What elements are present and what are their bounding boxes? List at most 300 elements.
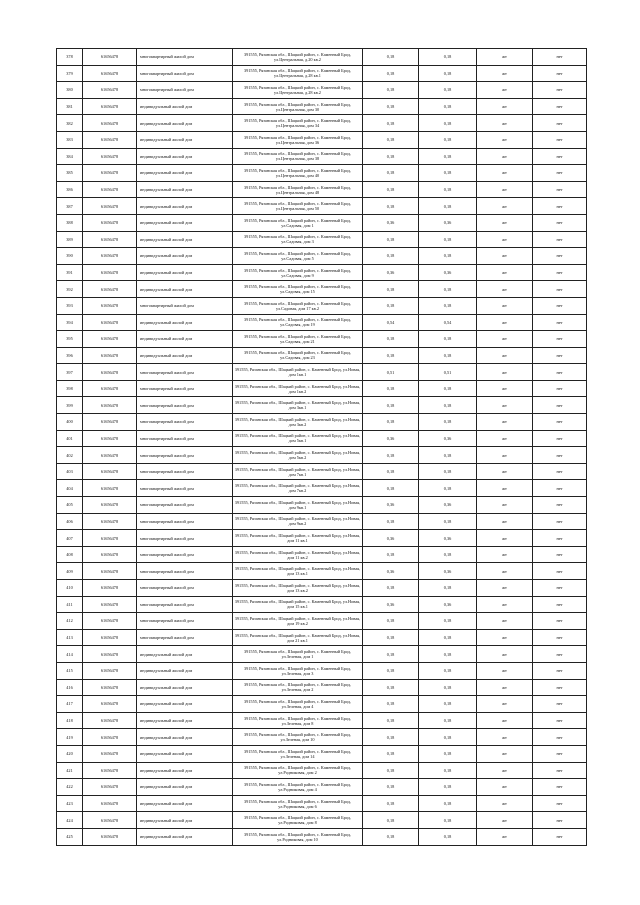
value-1-cell: 0,18 <box>363 580 419 597</box>
value-2-cell: 0,18 <box>419 347 477 364</box>
oktmo-code-cell: 61656478 <box>83 463 137 480</box>
building-type-cell: индивидуальный жилой дом <box>137 165 233 182</box>
flag-2-cell: нет <box>533 148 587 165</box>
flag-2-cell: нет <box>533 497 587 514</box>
building-type-cell: индивидуальный жилой дом <box>137 646 233 663</box>
address-cell: 391555, Рязанская обл., Шацкий район, с. Каменный Брод, ул.Центральная, дом 50 <box>233 198 363 215</box>
flag-1-cell: жт <box>477 131 533 148</box>
value-1-cell: 0,36 <box>363 264 419 281</box>
oktmo-code-cell: 61656478 <box>83 530 137 547</box>
table-row <box>57 231 587 248</box>
value-2-cell: 0,18 <box>419 397 477 414</box>
building-type-cell: многоквартирный жилой дом <box>137 380 233 397</box>
building-type-cell: многоквартирный жилой дом <box>137 563 233 580</box>
flag-1-cell: жт <box>477 629 533 646</box>
building-type-cell: многоквартирный жилой дом <box>137 364 233 381</box>
oktmo-code-cell: 61656478 <box>83 563 137 580</box>
table-row <box>57 297 587 314</box>
oktmo-code-cell: 61656478 <box>83 795 137 812</box>
flag-1-cell: жт <box>477 828 533 845</box>
flag-1-cell: жт <box>477 679 533 696</box>
address-cell: 391555, Рязанская обл., Шацкий район, с. Каменный Брод, ул.Зеленая, дом 1 <box>233 646 363 663</box>
value-1-cell: 0,18 <box>363 131 419 148</box>
oktmo-code-cell: 61656478 <box>83 49 137 66</box>
building-type-cell: многоквартирный жилой дом <box>137 297 233 314</box>
flag-2-cell: нет <box>533 347 587 364</box>
value-2-cell: 0,18 <box>419 762 477 779</box>
address-cell: 391555, Рязанская обл., Шацкий район, с. Каменный Брод, ул.Родниковая, дом 2 <box>233 762 363 779</box>
value-1-cell: 0,18 <box>363 762 419 779</box>
row-number-cell: 418 <box>57 712 83 729</box>
flag-1-cell: жт <box>477 82 533 99</box>
value-1-cell: 0,18 <box>363 98 419 115</box>
flag-2-cell: нет <box>533 131 587 148</box>
flag-2-cell: нет <box>533 297 587 314</box>
building-type-cell: многоквартирный жилой дом <box>137 497 233 514</box>
table-row <box>57 463 587 480</box>
address-cell: 391555, Рязанская обл., Шацкий район, с. Каменный Брод, ул.Центральная, д.20 кв.2 <box>233 49 363 66</box>
row-number-cell: 402 <box>57 447 83 464</box>
row-number-cell: 423 <box>57 795 83 812</box>
flag-2-cell: нет <box>533 49 587 66</box>
oktmo-code-cell: 61656478 <box>83 281 137 298</box>
row-number-cell: 397 <box>57 364 83 381</box>
building-type-cell: многоквартирный жилой дом <box>137 49 233 66</box>
row-number-cell: 413 <box>57 629 83 646</box>
value-1-cell: 0,36 <box>363 214 419 231</box>
value-2-cell: 0,18 <box>419 198 477 215</box>
address-cell: 391555, Рязанская обл., Шацкий район, с. Каменный Брод, ул.Зеленая, дом 14 <box>233 745 363 762</box>
row-number-cell: 398 <box>57 380 83 397</box>
row-number-cell: 401 <box>57 430 83 447</box>
flag-2-cell: нет <box>533 480 587 497</box>
value-1-cell: 0,18 <box>363 729 419 746</box>
address-cell: 391555, Рязанская обл., Шацкий район, с. Каменный Брод, ул.Новая, дом 11 кв.2 <box>233 546 363 563</box>
address-cell: 391555, Рязанская обл., Шацкий район, с. Каменный Брод, ул.Садовая, дом 17 кв.2 <box>233 297 363 314</box>
flag-2-cell: нет <box>533 82 587 99</box>
building-type-cell: индивидуальный жилой дом <box>137 347 233 364</box>
flag-1-cell: жт <box>477 563 533 580</box>
flag-2-cell: нет <box>533 264 587 281</box>
building-type-cell: индивидуальный жилой дом <box>137 762 233 779</box>
building-type-cell: индивидуальный жилой дом <box>137 779 233 796</box>
flag-1-cell: жт <box>477 231 533 248</box>
flag-2-cell: нет <box>533 314 587 331</box>
row-number-cell: 378 <box>57 49 83 66</box>
value-2-cell: 0,18 <box>419 729 477 746</box>
value-2-cell: 0,18 <box>419 414 477 431</box>
flag-1-cell: жт <box>477 297 533 314</box>
oktmo-code-cell: 61656478 <box>83 314 137 331</box>
row-number-cell: 390 <box>57 248 83 265</box>
table-row <box>57 65 587 82</box>
flag-2-cell: нет <box>533 696 587 713</box>
value-2-cell: 0,18 <box>419 65 477 82</box>
oktmo-code-cell: 61656478 <box>83 662 137 679</box>
value-2-cell: 0,18 <box>419 447 477 464</box>
value-1-cell: 0,18 <box>363 513 419 530</box>
flag-1-cell: жт <box>477 414 533 431</box>
building-type-cell: индивидуальный жилой дом <box>137 745 233 762</box>
table-row <box>57 513 587 530</box>
flag-2-cell: нет <box>533 447 587 464</box>
address-cell: 391555, Рязанская обл., Шацкий район, с. Каменный Брод, ул.Садовая, дом 23 <box>233 347 363 364</box>
oktmo-code-cell: 61656478 <box>83 165 137 182</box>
building-type-cell: индивидуальный жилой дом <box>137 231 233 248</box>
value-1-cell: 0,18 <box>363 82 419 99</box>
table-row <box>57 696 587 713</box>
row-number-cell: 403 <box>57 463 83 480</box>
table-row <box>57 397 587 414</box>
address-cell: 391555, Рязанская обл., Шацкий район, с. Каменный Брод, ул.Новая, дом 5кв.2 <box>233 447 363 464</box>
building-type-cell: индивидуальный жилой дом <box>137 812 233 829</box>
oktmo-code-cell: 61656478 <box>83 613 137 630</box>
oktmo-code-cell: 61656478 <box>83 131 137 148</box>
table-row <box>57 762 587 779</box>
flag-2-cell: нет <box>533 729 587 746</box>
building-type-cell: индивидуальный жилой дом <box>137 131 233 148</box>
oktmo-code-cell: 61656478 <box>83 347 137 364</box>
row-number-cell: 388 <box>57 214 83 231</box>
value-1-cell: 0,18 <box>363 181 419 198</box>
address-cell: 391555, Рязанская обл., Шацкий район, с. Каменный Брод, ул.Новая, дом 7кв.2 <box>233 480 363 497</box>
flag-1-cell: жт <box>477 497 533 514</box>
flag-2-cell: нет <box>533 646 587 663</box>
flag-2-cell: нет <box>533 745 587 762</box>
flag-2-cell: нет <box>533 198 587 215</box>
value-2-cell: 0,18 <box>419 662 477 679</box>
value-1-cell: 0,18 <box>363 629 419 646</box>
flag-2-cell: нет <box>533 364 587 381</box>
flag-2-cell: нет <box>533 331 587 348</box>
value-2-cell: 0,18 <box>419 513 477 530</box>
table-row <box>57 646 587 663</box>
table-row <box>57 198 587 215</box>
value-2-cell: 0,36 <box>419 264 477 281</box>
row-number-cell: 420 <box>57 745 83 762</box>
table-row <box>57 679 587 696</box>
flag-2-cell: нет <box>533 181 587 198</box>
row-number-cell: 410 <box>57 580 83 597</box>
oktmo-code-cell: 61656478 <box>83 679 137 696</box>
table-row <box>57 629 587 646</box>
address-cell: 391555, Рязанская обл., Шацкий район, с. Каменный Брод, ул.Новая, дом 9кв.1 <box>233 497 363 514</box>
housing-register-table <box>56 48 587 846</box>
address-cell: 391555, Рязанская обл., Шацкий район, с. Каменный Брод, ул.Родниковая, дом 6 <box>233 795 363 812</box>
address-cell: 391555, Рязанская обл., Шацкий район, с. Каменный Брод, ул.Садовая, дом 5 <box>233 248 363 265</box>
address-cell: 391555, Рязанская обл., Шацкий район, с. Каменный Брод, ул.Новая, дом 1кв.1 <box>233 364 363 381</box>
row-number-cell: 385 <box>57 165 83 182</box>
oktmo-code-cell: 61656478 <box>83 198 137 215</box>
oktmo-code-cell: 61656478 <box>83 480 137 497</box>
flag-2-cell: нет <box>533 613 587 630</box>
flag-1-cell: жт <box>477 447 533 464</box>
building-type-cell: индивидуальный жилой дом <box>137 248 233 265</box>
oktmo-code-cell: 61656478 <box>83 82 137 99</box>
value-1-cell: 0,36 <box>363 530 419 547</box>
flag-1-cell: жт <box>477 314 533 331</box>
table-row <box>57 729 587 746</box>
value-1-cell: 0,18 <box>363 198 419 215</box>
value-2-cell: 0,18 <box>419 646 477 663</box>
address-cell: 391555, Рязанская обл., Шацкий район, с. Каменный Брод, ул.Центральная, дом 48 <box>233 181 363 198</box>
building-type-cell: индивидуальный жилой дом <box>137 281 233 298</box>
value-2-cell: 0,18 <box>419 281 477 298</box>
flag-2-cell: нет <box>533 779 587 796</box>
row-number-cell: 424 <box>57 812 83 829</box>
table-row <box>57 414 587 431</box>
oktmo-code-cell: 61656478 <box>83 65 137 82</box>
address-cell: 391555, Рязанская обл., Шацкий район, с. Каменный Брод, ул.Садовая, дом 1 <box>233 214 363 231</box>
building-type-cell: индивидуальный жилой дом <box>137 148 233 165</box>
flag-2-cell: нет <box>533 546 587 563</box>
table-row <box>57 546 587 563</box>
flag-1-cell: жт <box>477 745 533 762</box>
value-2-cell: 0,36 <box>419 596 477 613</box>
oktmo-code-cell: 61656478 <box>83 115 137 132</box>
value-2-cell: 0,18 <box>419 613 477 630</box>
table-row <box>57 828 587 845</box>
building-type-cell: индивидуальный жилой дом <box>137 696 233 713</box>
flag-1-cell: жт <box>477 165 533 182</box>
building-type-cell: индивидуальный жилой дом <box>137 679 233 696</box>
address-cell: 391555, Рязанская обл., Шацкий район, с. Каменный Брод, ул.Садовая, дом 3 <box>233 231 363 248</box>
building-type-cell: многоквартирный жилой дом <box>137 580 233 597</box>
address-cell: 391555, Рязанская обл., Шацкий район, с. Каменный Брод, ул.Новая, дом 19 кв.2 <box>233 613 363 630</box>
address-cell: 391555, Рязанская обл., Шацкий район, с. Каменный Брод, ул.Родниковая, дом 4 <box>233 779 363 796</box>
table-row <box>57 115 587 132</box>
value-2-cell: 0,18 <box>419 181 477 198</box>
flag-1-cell: жт <box>477 712 533 729</box>
building-type-cell: многоквартирный жилой дом <box>137 546 233 563</box>
building-type-cell: индивидуальный жилой дом <box>137 795 233 812</box>
table-row <box>57 148 587 165</box>
building-type-cell: многоквартирный жилой дом <box>137 447 233 464</box>
value-1-cell: 0,18 <box>363 397 419 414</box>
flag-2-cell: нет <box>533 662 587 679</box>
value-2-cell: 0,36 <box>419 530 477 547</box>
flag-2-cell: нет <box>533 98 587 115</box>
value-2-cell: 0,18 <box>419 546 477 563</box>
value-2-cell: 0,18 <box>419 297 477 314</box>
flag-1-cell: жт <box>477 613 533 630</box>
building-type-cell: индивидуальный жилой дом <box>137 828 233 845</box>
value-2-cell: 0,18 <box>419 679 477 696</box>
building-type-cell: индивидуальный жилой дом <box>137 712 233 729</box>
value-1-cell: 0,18 <box>363 779 419 796</box>
value-2-cell: 0,36 <box>419 563 477 580</box>
flag-2-cell: нет <box>533 414 587 431</box>
address-cell: 391555, Рязанская обл., Шацкий район, с. Каменный Брод, ул.Зеленая, дом 2 <box>233 679 363 696</box>
value-2-cell: 0,51 <box>419 364 477 381</box>
oktmo-code-cell: 61656478 <box>83 497 137 514</box>
building-type-cell: индивидуальный жилой дом <box>137 115 233 132</box>
building-type-cell: индивидуальный жилой дом <box>137 331 233 348</box>
oktmo-code-cell: 61656478 <box>83 447 137 464</box>
flag-2-cell: нет <box>533 380 587 397</box>
table-row <box>57 214 587 231</box>
table-row <box>57 347 587 364</box>
address-cell: 391555, Рязанская обл., Шацкий район, с. Каменный Брод, ул.Садовая, дом 19 <box>233 314 363 331</box>
value-1-cell: 0,18 <box>363 679 419 696</box>
value-2-cell: 0,18 <box>419 248 477 265</box>
value-2-cell: 0,18 <box>419 49 477 66</box>
address-cell: 391555, Рязанская обл., Шацкий район, с. Каменный Брод, ул.Родниковая, дом 8 <box>233 812 363 829</box>
table-body <box>57 49 587 846</box>
oktmo-code-cell: 61656478 <box>83 414 137 431</box>
flag-2-cell: нет <box>533 165 587 182</box>
flag-1-cell: жт <box>477 98 533 115</box>
flag-2-cell: нет <box>533 596 587 613</box>
value-1-cell: 0,36 <box>363 497 419 514</box>
flag-2-cell: нет <box>533 762 587 779</box>
value-2-cell: 0,18 <box>419 115 477 132</box>
oktmo-code-cell: 61656478 <box>83 331 137 348</box>
value-1-cell: 0,18 <box>363 380 419 397</box>
address-cell: 391555, Рязанская обл., Шацкий район, с. Каменный Брод, ул.Центральная, дом 40 <box>233 165 363 182</box>
oktmo-code-cell: 61656478 <box>83 214 137 231</box>
row-number-cell: 389 <box>57 231 83 248</box>
flag-2-cell: нет <box>533 513 587 530</box>
value-2-cell: 0,18 <box>419 795 477 812</box>
address-cell: 391555, Рязанская обл., Шацкий район, с. Каменный Брод, ул.Центральная, дом 36 <box>233 131 363 148</box>
row-number-cell: 405 <box>57 497 83 514</box>
table-row <box>57 497 587 514</box>
flag-1-cell: жт <box>477 347 533 364</box>
flag-2-cell: нет <box>533 712 587 729</box>
table-row <box>57 281 587 298</box>
oktmo-code-cell: 61656478 <box>83 148 137 165</box>
address-cell: 391555, Рязанская обл., Шацкий район, с. Каменный Брод, ул.Садовая, дом 9 <box>233 264 363 281</box>
oktmo-code-cell: 61656478 <box>83 546 137 563</box>
value-2-cell: 0,18 <box>419 148 477 165</box>
oktmo-code-cell: 61656478 <box>83 98 137 115</box>
row-number-cell: 393 <box>57 297 83 314</box>
value-2-cell: 0,18 <box>419 629 477 646</box>
row-number-cell: 396 <box>57 347 83 364</box>
value-1-cell: 0,18 <box>363 297 419 314</box>
flag-1-cell: жт <box>477 364 533 381</box>
address-cell: 391555, Рязанская обл., Шацкий район, с. Каменный Брод, ул.Новая, дом 21 кв.1 <box>233 629 363 646</box>
table-row <box>57 779 587 796</box>
table-row <box>57 447 587 464</box>
building-type-cell: индивидуальный жилой дом <box>137 214 233 231</box>
address-cell: 391555, Рязанская обл., Шацкий район, с. Каменный Брод, ул.Садовая, дом 15 <box>233 281 363 298</box>
flag-1-cell: жт <box>477 181 533 198</box>
value-2-cell: 0,18 <box>419 463 477 480</box>
building-type-cell: индивидуальный жилой дом <box>137 181 233 198</box>
building-type-cell: многоквартирный жилой дом <box>137 513 233 530</box>
value-2-cell: 0,18 <box>419 82 477 99</box>
table-row <box>57 331 587 348</box>
building-type-cell: многоквартирный жилой дом <box>137 629 233 646</box>
table-row <box>57 181 587 198</box>
flag-1-cell: жт <box>477 198 533 215</box>
value-2-cell: 0,18 <box>419 828 477 845</box>
building-type-cell: многоквартирный жилой дом <box>137 530 233 547</box>
row-number-cell: 384 <box>57 148 83 165</box>
value-2-cell: 0,18 <box>419 98 477 115</box>
flag-1-cell: жт <box>477 513 533 530</box>
oktmo-code-cell: 61656478 <box>83 762 137 779</box>
table-row <box>57 745 587 762</box>
flag-1-cell: жт <box>477 646 533 663</box>
value-1-cell: 0,18 <box>363 248 419 265</box>
table-row <box>57 380 587 397</box>
value-2-cell: 0,36 <box>419 497 477 514</box>
table-row <box>57 480 587 497</box>
row-number-cell: 416 <box>57 679 83 696</box>
flag-1-cell: жт <box>477 762 533 779</box>
table-row <box>57 264 587 281</box>
table-row <box>57 165 587 182</box>
address-cell: 391555, Рязанская обл., Шацкий район, с. Каменный Брод, ул.Новая, дом 5кв.1 <box>233 430 363 447</box>
row-number-cell: 417 <box>57 696 83 713</box>
row-number-cell: 414 <box>57 646 83 663</box>
address-cell: 391555, Рязанская обл., Шацкий район, с. Каменный Брод, ул.Садовая, дом 21 <box>233 331 363 348</box>
address-cell: 391555, Рязанская обл., Шацкий район, с. Каменный Брод, ул.Новая, дом 9кв.2 <box>233 513 363 530</box>
row-number-cell: 421 <box>57 762 83 779</box>
value-1-cell: 0,18 <box>363 696 419 713</box>
table-row <box>57 82 587 99</box>
oktmo-code-cell: 61656478 <box>83 380 137 397</box>
value-1-cell: 0,54 <box>363 314 419 331</box>
oktmo-code-cell: 61656478 <box>83 729 137 746</box>
row-number-cell: 383 <box>57 131 83 148</box>
oktmo-code-cell: 61656478 <box>83 513 137 530</box>
address-cell: 391555, Рязанская обл., Шацкий район, с. Каменный Брод, ул.Новая, дом 13 кв.1 <box>233 563 363 580</box>
flag-2-cell: нет <box>533 248 587 265</box>
address-cell: 391555, Рязанская обл., Шацкий район, с. Каменный Брод, ул.Новая, дом 3кв.2 <box>233 414 363 431</box>
row-number-cell: 394 <box>57 314 83 331</box>
address-cell: 391555, Рязанская обл., Шацкий район, с. Каменный Брод, ул.Новая, дом 13 кв.2 <box>233 580 363 597</box>
value-1-cell: 0,18 <box>363 115 419 132</box>
address-cell: 391555, Рязанская обл., Шацкий район, с. Каменный Брод, ул.Центральная, д.28 кв.1 <box>233 65 363 82</box>
row-number-cell: 411 <box>57 596 83 613</box>
building-type-cell: многоквартирный жилой дом <box>137 480 233 497</box>
value-2-cell: 0,54 <box>419 314 477 331</box>
building-type-cell: многоквартирный жилой дом <box>137 463 233 480</box>
row-number-cell: 387 <box>57 198 83 215</box>
value-1-cell: 0,18 <box>363 712 419 729</box>
row-number-cell: 404 <box>57 480 83 497</box>
oktmo-code-cell: 61656478 <box>83 231 137 248</box>
value-2-cell: 0,18 <box>419 779 477 796</box>
oktmo-code-cell: 61656478 <box>83 646 137 663</box>
flag-1-cell: жт <box>477 596 533 613</box>
row-number-cell: 391 <box>57 264 83 281</box>
value-2-cell: 0,18 <box>419 696 477 713</box>
flag-1-cell: жт <box>477 380 533 397</box>
flag-1-cell: жт <box>477 65 533 82</box>
value-1-cell: 0,51 <box>363 364 419 381</box>
flag-1-cell: жт <box>477 662 533 679</box>
address-cell: 391555, Рязанская обл., Шацкий район, с. Каменный Брод, ул.Родниковая, дом 10 <box>233 828 363 845</box>
table-row <box>57 98 587 115</box>
row-number-cell: 422 <box>57 779 83 796</box>
flag-2-cell: нет <box>533 629 587 646</box>
oktmo-code-cell: 61656478 <box>83 745 137 762</box>
building-type-cell: индивидуальный жилой дом <box>137 314 233 331</box>
value-1-cell: 0,18 <box>363 148 419 165</box>
value-1-cell: 0,18 <box>363 65 419 82</box>
value-1-cell: 0,18 <box>363 463 419 480</box>
row-number-cell: 406 <box>57 513 83 530</box>
building-type-cell: многоквартирный жилой дом <box>137 65 233 82</box>
row-number-cell: 409 <box>57 563 83 580</box>
row-number-cell: 400 <box>57 414 83 431</box>
value-1-cell: 0,18 <box>363 165 419 182</box>
